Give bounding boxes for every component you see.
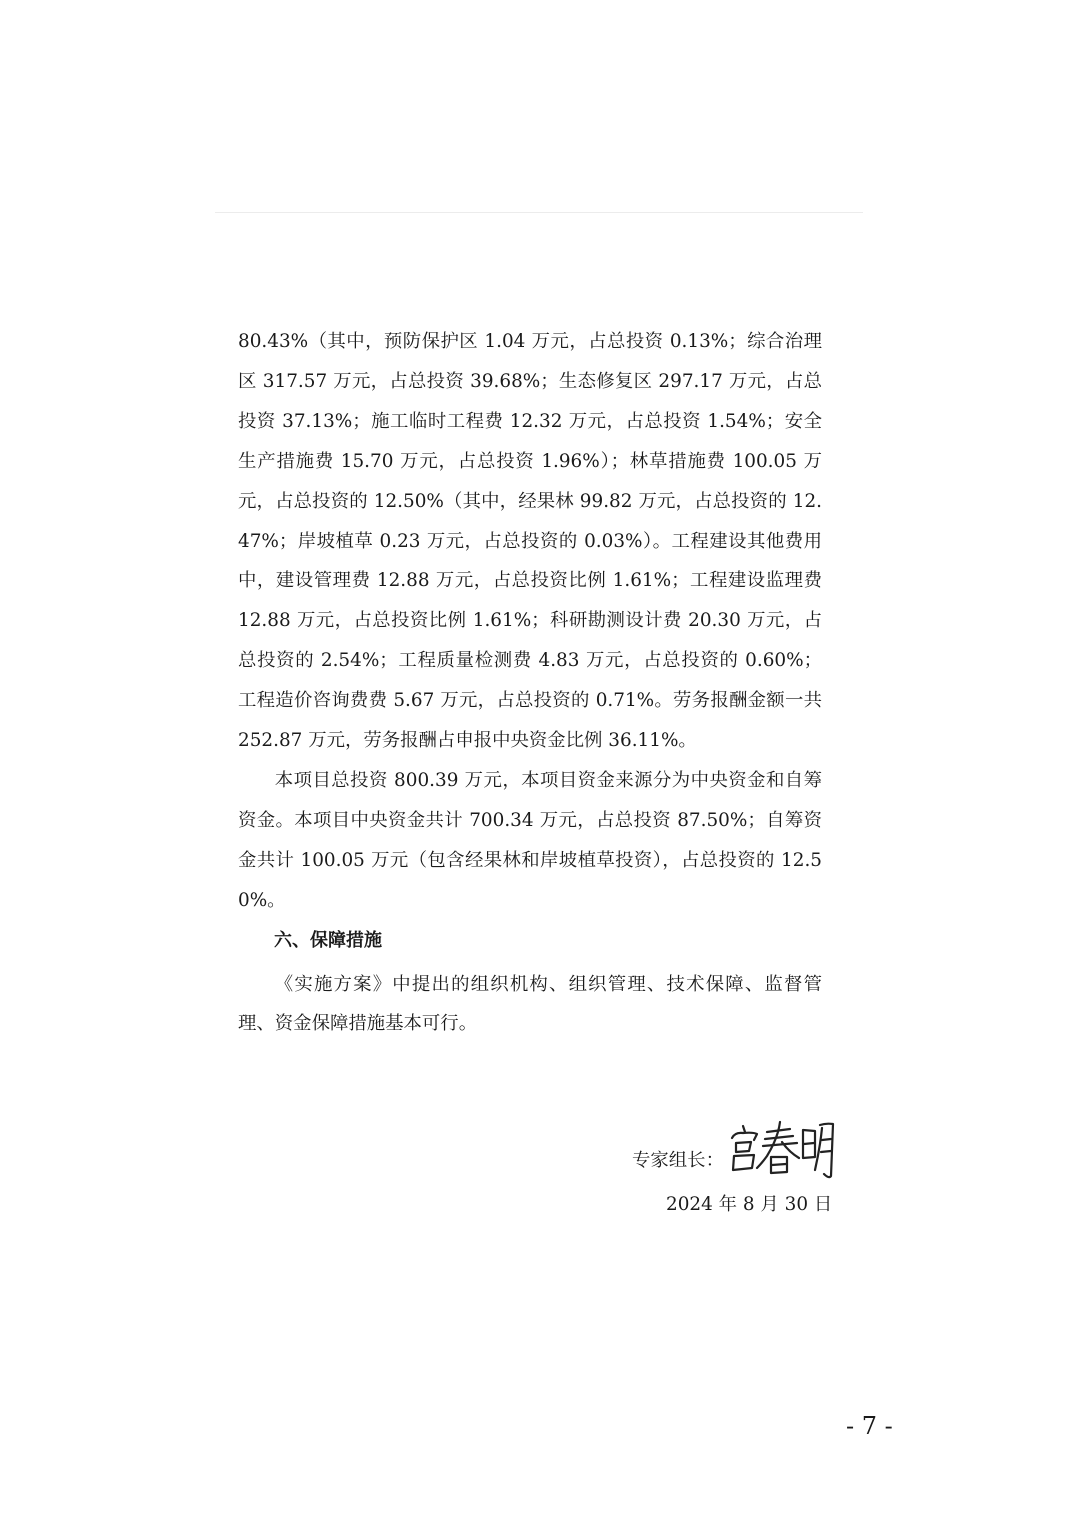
- signature-label: 专家组长：: [632, 1150, 724, 1171]
- handwritten-signature: [727, 1118, 842, 1180]
- funding-source-paragraph: 本项目总投资 800.39 万元，本项目资金来源分为中央资金和自筹资金。本项目中央资金共计 700.34 万元，占总投资 87.50%；自筹资金共计 100.05 万元（包含经果林和岸坡植草投资），占总投资的 12.50%。: [238, 769, 822, 911]
- safeguard-measures-paragraph: 《实施方案》中提出的组织机构、组织管理、技术保障、监督管理、资金保障措施基本可行。: [238, 973, 822, 1035]
- page-number: - 7 -: [846, 1412, 893, 1440]
- investment-breakdown-paragraph: 80.43%（其中，预防保护区 1.04 万元，占总投资 0.13%；综合治理区 317.57 万元，占总投资 39.68%；生态修复区 297.17 万元，占总投资 37.13%；施工临时工程费 12.32 万元，占总投资 1.54%；安全生产措施费 15.70 万元，占总投资 1.96%）；林草措施费 100.05 万元，占总投资的 12.50%（其中，经果林 99.82 万元，占总投资的 12.47%；岸坡植草 0.23 万元，占总投资的 0.03%）。工程建设其他费用中，建设管理费 12.88 万元，占总投资比例 1.61%；工程建设监理费 12.88 万元，占总投资比例 1.61%；科研勘测设计费 20.30 万元，占总投资的 2.54%；工程质量检测费 4.83 万元，占总投资的 0.60%； 工程造价咨询费费 5.67 万元，占总投资的 0.71%。劳务报酬金额一共 252.87 万元，劳务报酬占申报中央资金比例 36.11%。: [238, 331, 822, 752]
- header-rule: [215, 212, 863, 213]
- section-heading: 六、保障措施: [274, 929, 382, 951]
- signature-block: [632, 1118, 852, 1182]
- signature-date: 2024 年 8 月 30 日: [666, 1194, 833, 1215]
- document-body: [238, 322, 822, 1044]
